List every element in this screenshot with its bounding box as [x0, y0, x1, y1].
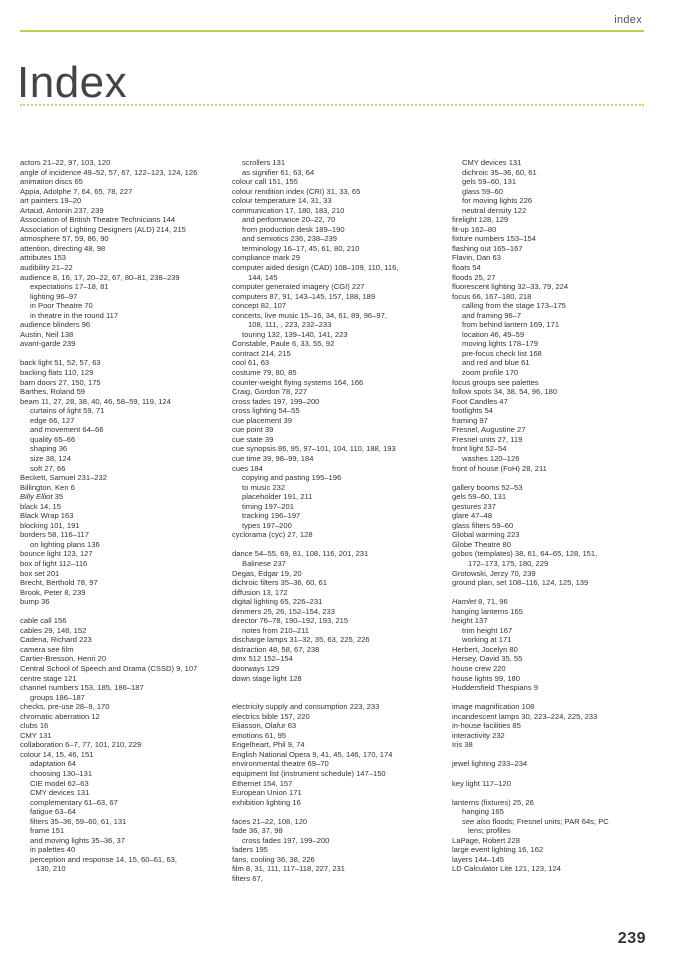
index-entry: borders 58, 116–117: [20, 530, 89, 540]
index-entry: barn doors 27, 150, 175: [20, 377, 101, 387]
index-entry: box set 201: [20, 568, 60, 578]
index-entry: Constable, Paule 6, 33, 55, 92: [232, 339, 335, 349]
index-entry: exhibition lighting 16: [232, 797, 301, 807]
index-subentry: lighting 96–97: [30, 291, 78, 301]
index-subentry: CIE model 62–63: [30, 778, 89, 788]
header-rule: [20, 30, 644, 32]
index-subentry: from production desk 189–190: [242, 224, 345, 234]
index-subentry: and moving lights 35–36, 37: [30, 835, 125, 845]
index-entry: back light 51, 52, 57, 63: [20, 358, 101, 368]
index-entry: Austin, Neil 138: [20, 329, 74, 339]
index-subentry: expectations 17–18, 81: [30, 282, 109, 292]
index-entry: Globe Theatre 80: [452, 539, 511, 549]
index-entry: faders 195: [232, 845, 268, 855]
index-entry: Degas, Edgar 19, 20: [232, 568, 302, 578]
index-entry: bounce light 123, 127: [20, 549, 93, 559]
index-subentry: on lighting plans 136: [30, 539, 100, 549]
index-entry: fade 36, 37, 98: [232, 826, 283, 836]
index-subentry: groups 186–187: [30, 692, 85, 702]
index-entry: fit-up 162–80: [452, 224, 497, 234]
index-entry: cables 29, 148, 152: [20, 625, 87, 635]
index-entry: hanging lanterns 165: [452, 606, 523, 616]
entry-gap: [452, 788, 666, 798]
index-entry: Fresnel units 27, 119: [452, 434, 523, 444]
index-entry: glare 47–48: [452, 511, 493, 521]
index-subentry: gels 59–60, 131: [462, 177, 517, 187]
index-entry: Global warming 223: [452, 530, 520, 540]
index-entry: cross lighting 54–55: [232, 406, 300, 416]
index-subentry: washes 120–126: [462, 453, 520, 463]
entry-gap: [232, 693, 446, 703]
index-subentry: as signifier 61, 63, 64: [242, 167, 315, 177]
index-entry: lanterns (fixtures) 25, 26: [452, 797, 534, 807]
index-entry: contract 214, 215: [232, 348, 291, 358]
index-entry: layers 144–145: [452, 854, 504, 864]
index-entry: Hersey, David 35, 55: [452, 654, 523, 664]
index-subentry: from behind lantern 169, 171: [462, 320, 560, 330]
index-entry: film 8, 31, 111, 117–118, 227, 231: [232, 864, 346, 874]
index-entry: colour temperature 14, 31, 33: [232, 196, 332, 206]
index-entry: dance 54–55, 69, 81, 108, 116, 201, 231: [232, 549, 369, 559]
index-entry: computers 87, 91, 143–145, 157, 188, 189: [232, 291, 376, 301]
index-subentry: and framing 96–7: [462, 310, 522, 320]
index-entry: costume 79, 80, 85: [232, 368, 297, 378]
index-subentry: size 38, 124: [30, 453, 71, 463]
index-subentry: dichroic 35–36, 60, 61: [462, 167, 537, 177]
index-entry: Artaud, Antonin 237, 239: [20, 205, 104, 215]
index-subentry: notes from 210–211: [242, 625, 309, 635]
index-subentry: calling from the stage 173–175: [462, 301, 566, 311]
index-entry: ground plan, set 108–116, 124, 125, 139: [452, 578, 589, 588]
index-entry: communication 17, 180, 183, 210: [232, 205, 345, 215]
running-head: [0, 0, 686, 30]
index-entry: art painters 19–20: [20, 196, 82, 206]
index-entry: gels 59–60, 131: [452, 492, 507, 502]
index-entry: gobos (templates) 38, 61, 64–65, 128, 151,: [452, 549, 598, 559]
index-entry: large event lighting 16, 162: [452, 845, 544, 855]
index-entry: focus groups see palettes: [452, 377, 539, 387]
index-entry: Appia, Adolphe 7, 64, 65, 78, 227: [20, 186, 133, 196]
index-entry: bump 36: [20, 597, 50, 607]
index-column-2: [232, 158, 446, 884]
index-entry: actors 21–22, 97, 103, 120: [20, 158, 111, 167]
index-entry: Barthes, Roland 59: [20, 387, 86, 397]
index-column-1: [20, 158, 234, 874]
index-entry: fixture numbers 153–154: [452, 234, 537, 244]
running-head-label: index: [614, 14, 642, 26]
index-subentry: tracking 196–197: [242, 511, 301, 521]
index-entry: colour call 151, 155: [232, 177, 298, 187]
index-entry: Engelheart, Phil 9, 74: [232, 740, 305, 750]
index-entry: Eliasson, Olafur 63: [232, 721, 297, 731]
index-subentry: CMY devices 131: [30, 788, 90, 798]
index-entry: electrics bible 157, 220: [232, 711, 310, 721]
index-subentry: filters 35–36, 59–60, 61, 131: [30, 816, 127, 826]
index-entry: attention, directing 48, 98: [20, 243, 106, 253]
index-subentry: in palettes 40: [30, 845, 76, 855]
index-entry: cyclorama (cyc) 27, 128: [232, 530, 313, 540]
index-entry: atmosphere 57, 59, 86, 90: [20, 234, 109, 244]
index-entry: footlights 54: [452, 406, 493, 416]
index-entry: framing 97: [452, 415, 488, 425]
index-entry: image magnification 108: [452, 702, 535, 712]
index-entry: cue point 39: [232, 425, 274, 435]
index-entry: computer aided design (CAD) 108–109, 110, 116,: [232, 263, 399, 273]
index-entry: Foot Candles 47: [452, 396, 508, 406]
index-entry: Flavin, Dan 63: [452, 253, 501, 263]
index-entry: Association of Lighting Designers (ALD) 214, 215: [20, 224, 186, 234]
index-entry: cue placement 39: [232, 415, 292, 425]
index-subentry: shaping 36: [30, 444, 68, 454]
entry-gap: [232, 540, 446, 550]
index-entry: attributes 153: [20, 253, 67, 263]
index-entry: glass filters 59–60: [452, 520, 514, 530]
index-entry: front light 52–54: [452, 444, 507, 454]
index-entry: Iris 38: [452, 740, 473, 750]
index-subentry: and performance 20–22, 70: [242, 215, 336, 225]
index-entry: diffusion 13, 172: [232, 587, 288, 597]
index-entry: Billington, Ken 6: [20, 482, 75, 492]
index-subentry: to music 232: [242, 482, 286, 492]
index-entry: concerts, live music 15–16, 34, 61, 89, 96–97,: [232, 310, 387, 320]
index-entry: Association of British Theatre Technicians 144: [20, 215, 176, 225]
index-entry: floats 54: [452, 263, 481, 273]
index-entry: clubs 16: [20, 721, 49, 731]
index-entry: colour 14, 15, 46, 151: [20, 749, 94, 759]
index-subentry: fatigue 63–64: [30, 807, 77, 817]
index-entry: house lights 99, 180: [452, 673, 520, 683]
index-subentry: working at 171: [462, 635, 512, 645]
index-entry: gallery booms 52–53: [452, 482, 523, 492]
index-entry: cross fades 197, 199–200: [232, 396, 320, 406]
index-entry: floods 25, 27: [452, 272, 496, 282]
index-subentry: glass 59–60: [462, 186, 503, 196]
index-subentry: edge 66, 127: [30, 415, 75, 425]
index-entry: dimmers 25, 26, 152–154, 233: [232, 606, 336, 616]
index-entry: black 14, 15: [20, 501, 61, 511]
index-subentry: complementary 61–63, 67: [30, 797, 118, 807]
index-subentry: in theatre in the round 117: [30, 310, 119, 320]
index-subentry: 144, 145: [248, 272, 278, 282]
index-entry: emotions 61, 95: [232, 730, 287, 740]
index-subentry: 108, 111, , 223, 232–233: [248, 320, 332, 330]
index-entry: box of light 112–116: [20, 558, 88, 568]
index-subentry: moving lights 178–179: [462, 339, 538, 349]
index-subentry: 172–173, 175, 180, 229: [468, 558, 549, 568]
index-entry: house crew 220: [452, 663, 506, 673]
index-subentry: terminology 16–17, 45, 61, 80, 210: [242, 243, 360, 253]
index-entry: cues 184: [232, 463, 263, 473]
index-entry: gestures 237: [452, 501, 496, 511]
index-entry: incandescent lamps 30, 223–224, 225, 233: [452, 711, 598, 721]
entry-gap: [452, 588, 666, 598]
index-subentry: choosing 130–131: [30, 769, 93, 778]
index-entry: Brecht, Berthold 78, 97: [20, 578, 98, 588]
index-entry: animation discs 65: [20, 177, 83, 187]
index-subentry: for moving lights 226: [462, 196, 533, 206]
index-subentry: CMY devices 131: [462, 158, 522, 167]
index-entry: dichroic filters 35–36, 60, 61: [232, 578, 327, 588]
index-entry: firelight 128, 129: [452, 215, 509, 225]
index-subentry: Balinese 237: [242, 558, 286, 568]
index-entry: Fresnel, Augustine 27: [452, 425, 526, 435]
index-entry: fluorescent lighting 32–33, 79, 224: [452, 282, 569, 292]
index-entry: in-house facilities 85: [452, 721, 521, 731]
entry-gap: [232, 807, 446, 817]
index-subentry: and movement 64–66: [30, 425, 104, 435]
index-entry: flashing out 165–167: [452, 243, 523, 253]
index-entry: beam 11, 27, 28, 38, 40, 46, 58–59, 119, 124: [20, 396, 171, 406]
index-entry: Brook, Peter 8, 239: [20, 587, 86, 597]
index-entry: audience blinders 96: [20, 320, 91, 330]
index-entry: cue time 39, 98–99, 184: [232, 453, 314, 463]
page-title: Index: [17, 58, 128, 107]
index-subentry: see also floods; Fresnel units; PAR 64s; PC: [462, 816, 609, 826]
index-entry: down stage light 128: [232, 673, 302, 683]
index-entry: angle of incidence 49–52, 57, 67, 122–123, 124, 126: [20, 167, 198, 177]
index-entry: counter-weight flying systems 164, 166: [232, 377, 364, 387]
index-entry: collaboration 6–7, 77, 101, 210, 229: [20, 740, 142, 750]
index-entry: Ethernet 154, 157: [232, 778, 293, 788]
index-entry: cable call 156: [20, 616, 67, 626]
index-entry: interactivity 232: [452, 730, 505, 740]
index-entry: Hamlet 8, 71, 96: [452, 597, 508, 607]
index-entry: height 137: [452, 616, 488, 626]
index-entry: checks, pre-use 28–9, 170: [20, 702, 110, 712]
index-subentry: neutral density 122: [462, 205, 527, 215]
index-subentry: timing 197–201: [242, 501, 294, 511]
index-entry: blocking 101, 191: [20, 520, 80, 530]
index-entry: jewel lighting 233–234: [452, 759, 528, 769]
index-entry: cool 61, 63: [232, 358, 270, 368]
entry-gap: [452, 473, 666, 483]
index-entry: environmental theatre 69–70: [232, 759, 329, 769]
page-number: 239: [617, 930, 646, 947]
index-subentry: zoom profile 170: [462, 368, 519, 378]
index-subentry: lens; profiles: [468, 826, 511, 836]
index-column-3: [452, 158, 666, 874]
index-entry: discharge lamps 31–32, 35, 63, 225, 226: [232, 635, 370, 645]
index-subentry: 130, 210: [36, 864, 66, 874]
index-subentry: and red and blue 61: [462, 358, 530, 368]
index-entry: Beckett, Samuel 231–232: [20, 473, 107, 483]
index-subentry: pre-focus check list 168: [462, 348, 542, 358]
index-entry: Grotowski, Jerzy 70, 239: [452, 568, 536, 578]
index-entry: equipment list (instrument schedule) 147–150: [232, 769, 386, 778]
index-subentry: trim height 167: [462, 625, 513, 635]
index-subentry: in Poor Theatre 70: [30, 301, 93, 311]
index-entry: doorways 129: [232, 663, 280, 673]
index-subentry: and semiotics 236, 238–239: [242, 234, 337, 244]
index-subentry: frame 151: [30, 826, 65, 836]
index-entry: front of house (FoH) 28, 211: [452, 463, 547, 473]
index-subentry: scrollers 131: [242, 158, 286, 167]
index-entry: key light 117–120: [452, 778, 511, 788]
index-entry: audibility 21–22: [20, 263, 73, 273]
index-entry: European Union 171: [232, 788, 302, 798]
index-entry: focus 66, 167–180, 218: [452, 291, 532, 301]
index-subentry: soft 27, 66: [30, 463, 66, 473]
entry-gap: [232, 683, 446, 693]
index-entry: dmx 512 152–154: [232, 654, 293, 664]
index-subentry: hanging 165: [462, 807, 504, 817]
title-dotted-rule: [20, 104, 644, 106]
index-entry: concept 82, 107: [232, 301, 287, 311]
index-subentry: types 197–200: [242, 520, 292, 530]
entry-gap: [20, 349, 234, 359]
index-subentry: placeholder 191, 211: [242, 492, 313, 502]
index-entry: cue synopsis 86, 95, 97–101, 104, 110, 188, 193: [232, 444, 396, 454]
index-entry: Cartier-Bresson, Henri 20: [20, 654, 107, 664]
entry-gap: [452, 750, 666, 760]
index-entry: CMY 131: [20, 730, 52, 740]
index-entry: backing flats 110, 129: [20, 368, 94, 378]
index-subentry: cross fades 197, 199–200: [242, 835, 330, 845]
index-subentry: copying and pasting 195–196: [242, 473, 342, 483]
index-entry: faces 21–22, 108, 120: [232, 816, 308, 826]
index-entry: filters 67,: [232, 874, 263, 884]
index-entry: director 76–78, 190–192, 193, 215: [232, 616, 349, 626]
entry-gap: [452, 769, 666, 779]
index-entry: cue state 39: [232, 434, 274, 444]
index-subentry: adaptation 64: [30, 759, 77, 769]
index-entry: Herbert, Jocelyn 80: [452, 644, 518, 654]
index-entry: Cadena, Richard 223: [20, 635, 92, 645]
index-entry: audience 8, 16, 17, 20–22, 67, 80–81, 238–239: [20, 272, 180, 282]
index-entry: centre stage 121: [20, 673, 77, 683]
index-entry: digital lighting 65, 226–231: [232, 597, 323, 607]
index-entry: camera see film: [20, 644, 74, 654]
index-subentry: location 46, 49–59: [462, 329, 525, 339]
index-entry: colour rendition index (CRI) 31, 33, 65: [232, 186, 361, 196]
index-entry: Central School of Speech and Drama (CSSD) 9, 107: [20, 663, 198, 673]
index-entry: compliance mark 29: [232, 253, 300, 263]
index-entry: Huddersfield Thespians 9: [452, 683, 538, 693]
index-entry: English National Opera 9, 41, 45, 146, 170, 174: [232, 749, 393, 759]
index-entry: follow spots 34, 38, 54, 96, 180: [452, 387, 558, 397]
index-subentry: touring 132, 139–140, 141, 223: [242, 329, 348, 339]
entry-gap: [20, 607, 234, 617]
index-subentry: curtains of light 59, 71: [30, 406, 105, 416]
index-entry: distraction 48, 58, 67, 238: [232, 644, 320, 654]
index-entry: chromatic aberration 12: [20, 711, 100, 721]
index-entry: computer generated imagery (CGI) 227: [232, 282, 365, 292]
index-entry: channel numbers 153, 185, 186–187: [20, 683, 144, 693]
index-subentry: quality 65–66: [30, 434, 76, 444]
index-entry: fans, cooling 36, 38, 226: [232, 854, 315, 864]
index-entry: Billy Elliot 35: [20, 492, 64, 502]
index-entry: LaPage, Robert 228: [452, 835, 520, 845]
entry-gap: [452, 693, 666, 703]
index-entry: Craig, Gordon 78, 227: [232, 387, 308, 397]
index-subentry: perception and response 14, 15, 60–61, 63,: [30, 854, 177, 864]
index-entry: avant-garde 239: [20, 339, 76, 349]
index-entry: Black Wrap 163: [20, 511, 74, 521]
index-entry: LD Calculator Lite 121, 123, 124: [452, 864, 561, 874]
index-entry: electricity supply and consumption 223, 233: [232, 702, 380, 712]
